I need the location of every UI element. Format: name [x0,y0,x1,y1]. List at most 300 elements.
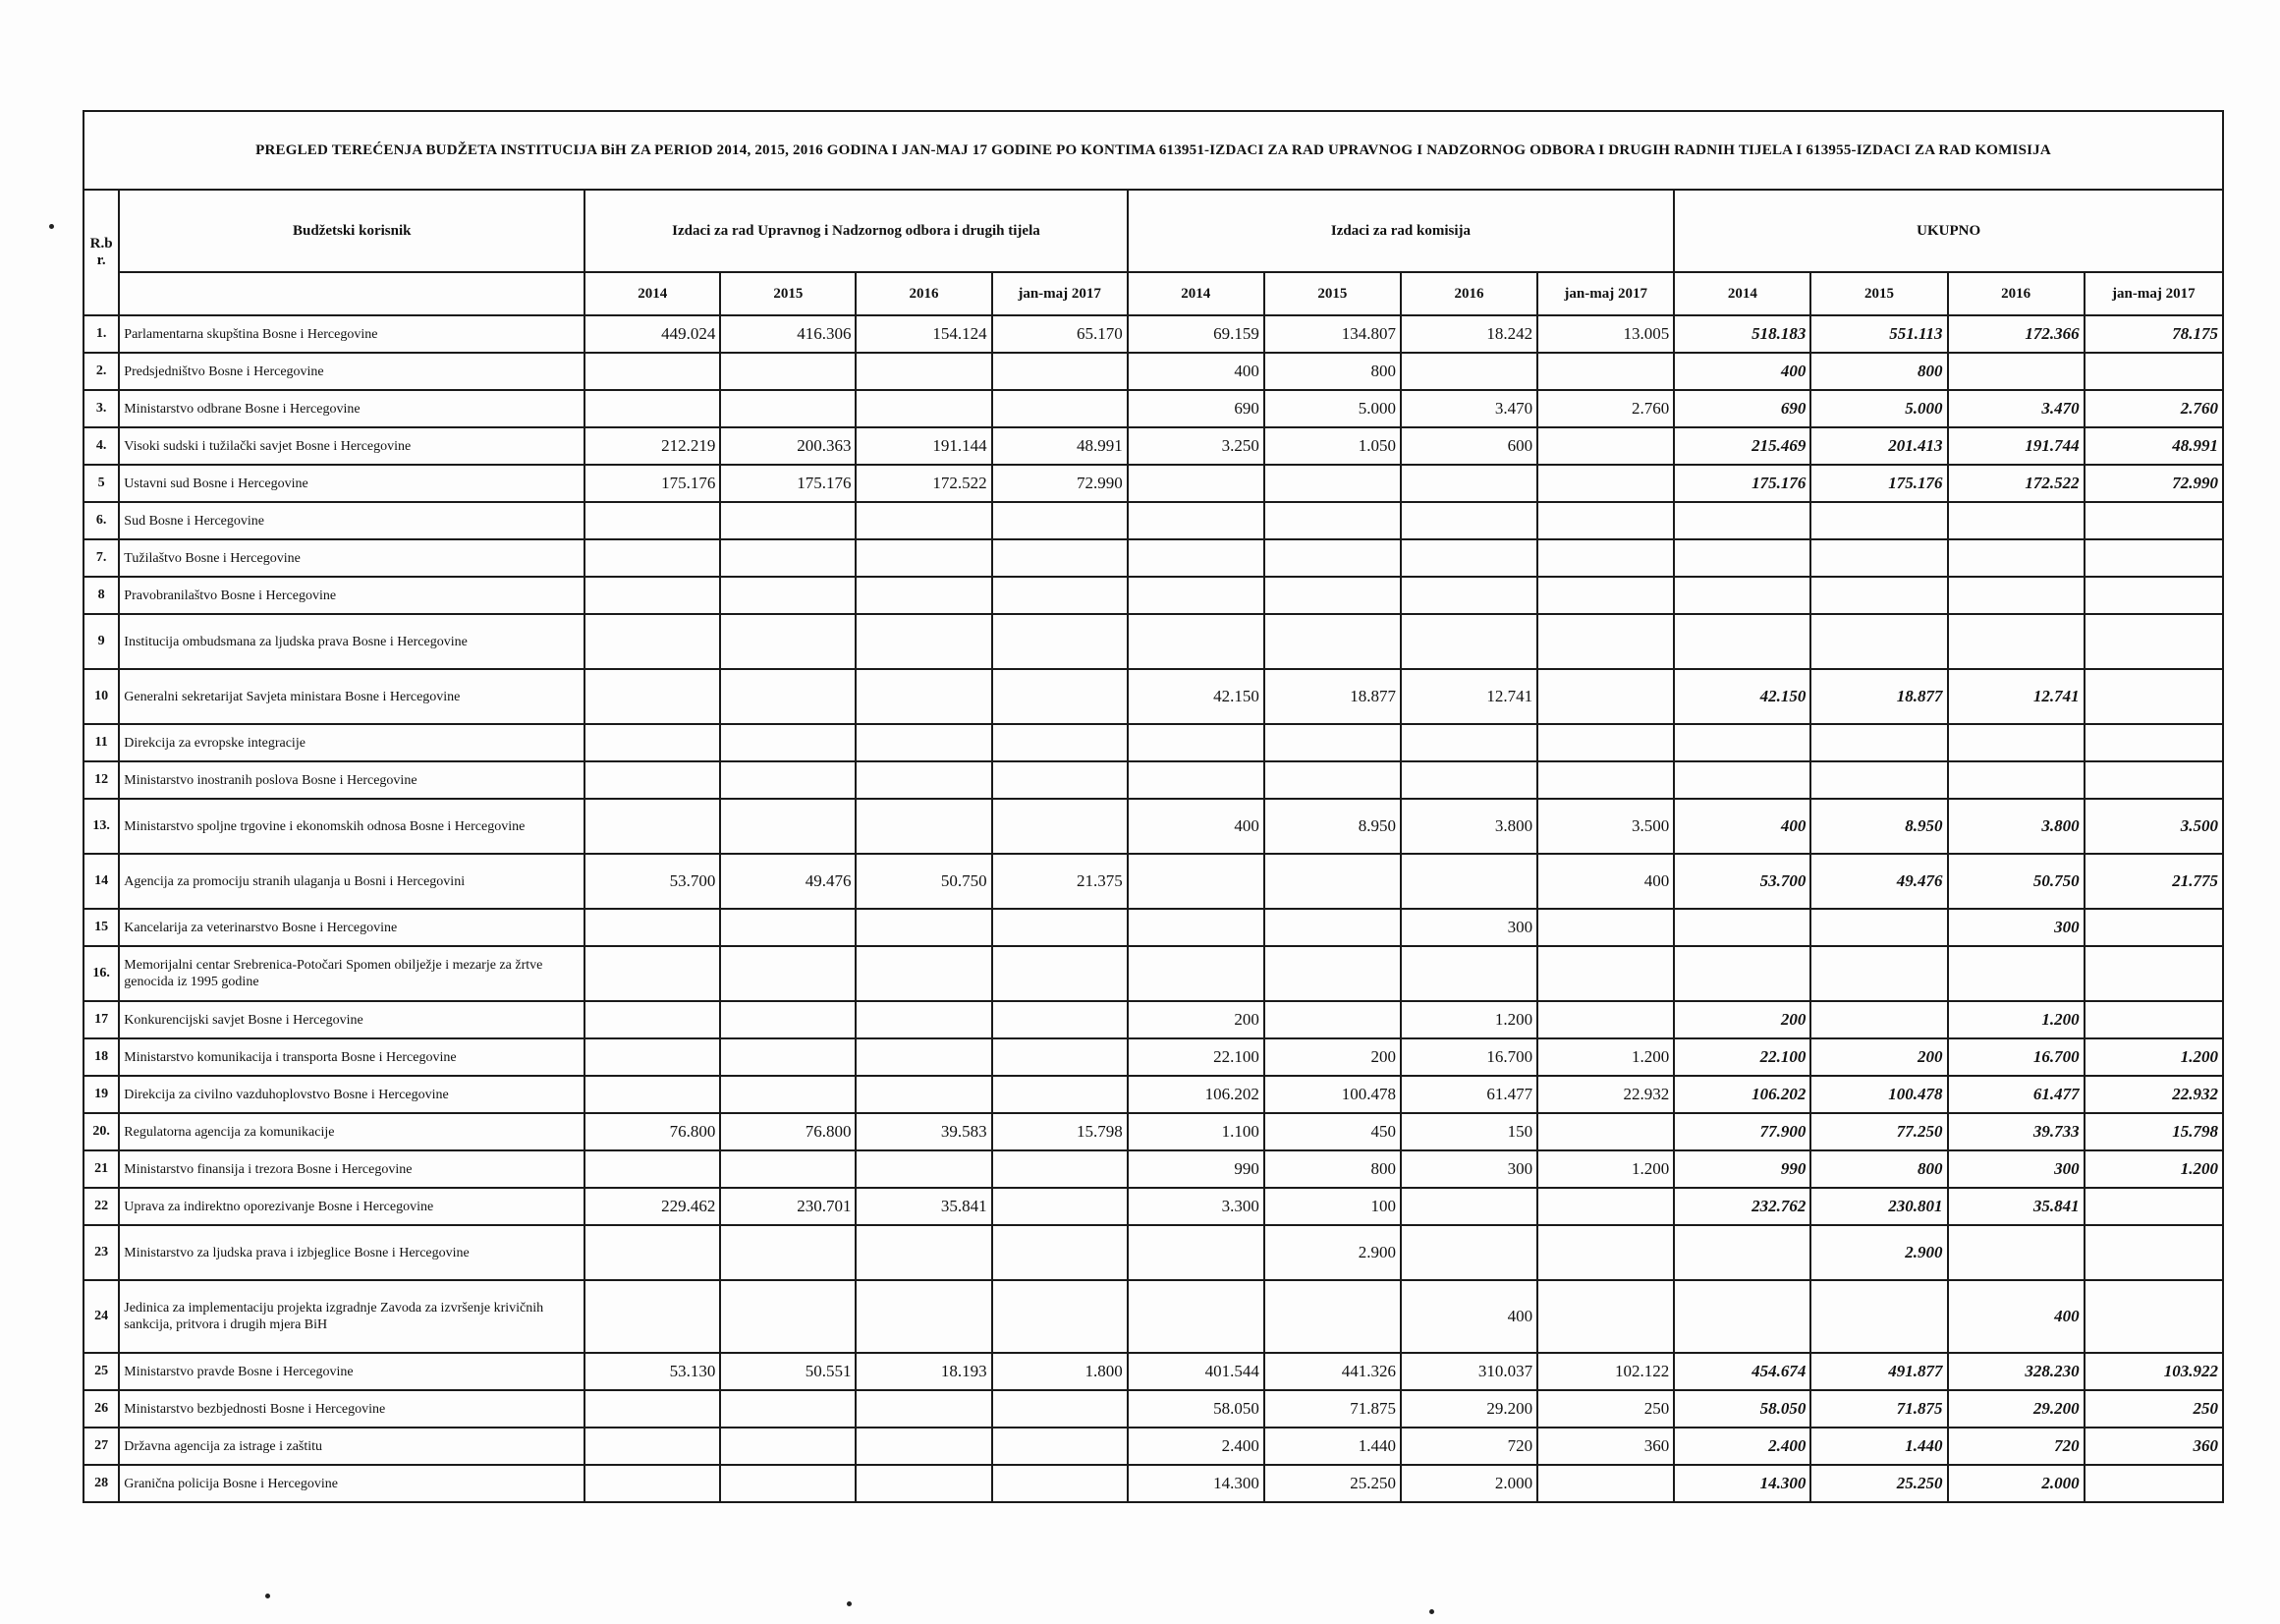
ukupno-value [1810,577,1947,614]
ukupno-value: 100.478 [1810,1076,1947,1113]
ukupno-value: 14.300 [1674,1465,1810,1502]
ukupno-value [1810,539,1947,577]
komisije-value: 310.037 [1401,1353,1537,1390]
komisije-value [1264,761,1401,799]
ukupno-value: 12.741 [1948,669,2085,724]
ukupno-value: 106.202 [1674,1076,1810,1113]
ukupno-value: 191.744 [1948,427,2085,465]
komisije-value: 71.875 [1264,1390,1401,1428]
komisije-value: 61.477 [1401,1076,1537,1113]
komisije-value [1128,946,1264,1001]
ukupno-value [1674,724,1810,761]
komisije-value: 2.400 [1128,1428,1264,1465]
ukupno-value: 1.200 [1948,1001,2085,1038]
upravni-odbor-value: 15.798 [992,1113,1128,1150]
upravni-odbor-value [856,1280,991,1353]
upravni-odbor-value [584,1150,720,1188]
komisije-value: 800 [1264,353,1401,390]
komisije-value: 106.202 [1128,1076,1264,1113]
ukupno-value [1810,1280,1947,1353]
ukupno-value: 990 [1674,1150,1810,1188]
upravni-odbor-value: 72.990 [992,465,1128,502]
table-row [83,1150,2223,1188]
komisije-value [1128,1225,1264,1280]
upravni-odbor-value: 18.193 [856,1353,991,1390]
upravni-odbor-value [584,724,720,761]
upravni-odbor-value [856,353,991,390]
ukupno-value [2085,669,2223,724]
table-row [83,1465,2223,1502]
komisije-value: 102.122 [1537,1353,1674,1390]
upravni-odbor-value: 175.176 [584,465,720,502]
budget-user-name: Kancelarija za veterinarstvo Bosne i Hercegovine [119,909,584,946]
komisije-value: 150 [1401,1113,1537,1150]
upravni-odbor-value: 212.219 [584,427,720,465]
ukupno-value [1674,539,1810,577]
ukupno-value: 77.250 [1810,1113,1947,1150]
komisije-value: 400 [1128,353,1264,390]
upravni-odbor-value [720,577,856,614]
budget-user-name: Direkcija za evropske integracije [119,724,584,761]
table-row [83,465,2223,502]
ukupno-value: 800 [1810,353,1947,390]
upravni-odbor-value [992,1390,1128,1428]
upravni-odbor-value [584,539,720,577]
komisije-value: 250 [1537,1390,1674,1428]
upravni-odbor-value [720,669,856,724]
ukupno-value [1674,1225,1810,1280]
ukupno-value: 328.230 [1948,1353,2085,1390]
ukupno-value: 172.366 [1948,315,2085,353]
upravni-odbor-value [856,539,991,577]
upravni-odbor-value [584,577,720,614]
ukupno-value [2085,761,2223,799]
komisije-value [1401,577,1537,614]
table-row [83,1390,2223,1428]
upravni-odbor-value [720,1225,856,1280]
ukupno-value: 172.522 [1948,465,2085,502]
upravni-odbor-value [856,761,991,799]
komisije-value: 3.300 [1128,1188,1264,1225]
komisije-value [1537,909,1674,946]
row-number: 26 [83,1390,119,1428]
komisije-value [1264,854,1401,909]
ukupno-value: 72.990 [2085,465,2223,502]
budget-user-name: Regulatorna agencija za komunikacije [119,1113,584,1150]
upravni-odbor-value: 229.462 [584,1188,720,1225]
budget-user-name: Konkurencijski savjet Bosne i Hercegovine [119,1001,584,1038]
table-row [83,1280,2223,1353]
ukupno-value: 690 [1674,390,1810,427]
upravni-odbor-value [856,1076,991,1113]
ukupno-value [1810,946,1947,1001]
table-row [83,539,2223,577]
komisije-value [1401,539,1537,577]
upravni-odbor-value [856,1001,991,1038]
ukupno-value: 48.991 [2085,427,2223,465]
table-row [83,1428,2223,1465]
group-komisije-header: Izdaci za rad komisija [1128,190,1675,272]
ukupno-value: 3.470 [1948,390,2085,427]
ukupno-value [1810,502,1947,539]
ukupno-value: 518.183 [1674,315,1810,353]
ukupno-value [1948,614,2085,669]
komisije-value [1264,577,1401,614]
komisije-value [1401,1225,1537,1280]
budget-user-name: Tužilaštvo Bosne i Hercegovine [119,539,584,577]
komisije-value [1537,1465,1674,1502]
komisije-value [1537,1188,1674,1225]
komisije-value: 18.242 [1401,315,1537,353]
ukupno-value [1948,502,2085,539]
komisije-value [1264,614,1401,669]
table-row [83,1113,2223,1150]
year-header: 2016 [1948,272,2085,315]
ukupno-value: 200 [1810,1038,1947,1076]
upravni-odbor-value: 449.024 [584,315,720,353]
table-row [83,909,2223,946]
upravni-odbor-value: 191.144 [856,427,991,465]
komisije-value [1537,577,1674,614]
upravni-odbor-value: 76.800 [584,1113,720,1150]
budget-user-name: Granična policija Bosne i Hercegovine [119,1465,584,1502]
ukupno-value: 1.200 [2085,1038,2223,1076]
komisije-value: 400 [1401,1280,1537,1353]
budget-user-name: Parlamentarna skupština Bosne i Hercegovine [119,315,584,353]
ukupno-value: 1.200 [2085,1150,2223,1188]
komisije-value [1128,761,1264,799]
row-number: 2. [83,353,119,390]
budget-user-name: Ministarstvo pravde Bosne i Hercegovine [119,1353,584,1390]
year-header: 2015 [1264,272,1401,315]
ukupno-value: 15.798 [2085,1113,2223,1150]
upravni-odbor-value: 50.551 [720,1353,856,1390]
upravni-odbor-value [720,539,856,577]
upravni-odbor-value [992,577,1128,614]
upravni-odbor-value [584,614,720,669]
komisije-value: 690 [1128,390,1264,427]
ukupno-value: 215.469 [1674,427,1810,465]
ukupno-value [1948,724,2085,761]
upravni-odbor-value [584,1280,720,1353]
ukupno-value [2085,539,2223,577]
upravni-odbor-value [720,909,856,946]
upravni-odbor-value [720,1150,856,1188]
komisije-value [1128,465,1264,502]
table-title: PREGLED TEREĆENJA BUDŽETA INSTITUCIJA BiH ZA PERIOD 2014, 2015, 2016 GODINA I JAN-MAJ 17 GODINE PO KONTIMA 613951-IZDACI ZA RAD UPRAVNOG I NADZORNOG ODBORA I DRUGIH RADNIH TIJELA I 613955-IZDACI ZA RAD KOMISIJA [83,111,2223,190]
table-row [83,669,2223,724]
upravni-odbor-value [992,761,1128,799]
upravni-odbor-value [856,909,991,946]
ukupno-value: 39.733 [1948,1113,2085,1150]
komisije-value: 14.300 [1128,1465,1264,1502]
upravni-odbor-value [992,390,1128,427]
ukupno-value: 300 [1948,1150,2085,1188]
upravni-odbor-value [720,946,856,1001]
komisije-value: 441.326 [1264,1353,1401,1390]
table-row [83,1038,2223,1076]
upravni-odbor-value [856,946,991,1001]
upravni-odbor-value: 154.124 [856,315,991,353]
komisije-value: 990 [1128,1150,1264,1188]
ukupno-value: 35.841 [1948,1188,2085,1225]
komisije-value: 300 [1401,909,1537,946]
komisije-value: 18.877 [1264,669,1401,724]
budget-user-name: Visoki sudski i tužilački savjet Bosne i Hercegovine [119,427,584,465]
ukupno-value [1948,946,2085,1001]
row-number: 20. [83,1113,119,1150]
komisije-value [1264,724,1401,761]
budget-user-name: Memorijalni centar Srebrenica-Potočari Spomen obilježje i mezarje za žrtve genocida iz 1995 godine [119,946,584,1001]
komisije-value: 360 [1537,1428,1674,1465]
ukupno-value [1948,353,2085,390]
upravni-odbor-value [992,1150,1128,1188]
budget-user-name: Ministarstvo za ljudska prava i izbjeglice Bosne i Hercegovine [119,1225,584,1280]
row-number: 16. [83,946,119,1001]
ukupno-value: 22.100 [1674,1038,1810,1076]
komisije-value [1537,669,1674,724]
komisije-value [1128,539,1264,577]
row-number: 18 [83,1038,119,1076]
komisije-value: 5.000 [1264,390,1401,427]
upravni-odbor-value [856,1465,991,1502]
upravni-odbor-value [584,390,720,427]
ukupno-value [2085,353,2223,390]
ukupno-value: 400 [1674,353,1810,390]
scan-speck [847,1601,852,1606]
upravni-odbor-value [856,799,991,854]
row-number: 7. [83,539,119,577]
upravni-odbor-value: 48.991 [992,427,1128,465]
upravni-odbor-value [720,1001,856,1038]
ukupno-value [1810,909,1947,946]
komisije-value: 300 [1401,1150,1537,1188]
budget-user-name: Jedinica za implementaciju projekta izgradnje Zavoda za izvršenje krivičnih sankcija, pritvora i drugih mjera BiH [119,1280,584,1353]
year-header: 2016 [856,272,991,315]
upravni-odbor-value: 76.800 [720,1113,856,1150]
upravni-odbor-value [992,1465,1128,1502]
ukupno-value: 200 [1674,1001,1810,1038]
komisije-value: 3.470 [1401,390,1537,427]
komisije-value [1401,854,1537,909]
komisije-value: 134.807 [1264,315,1401,353]
row-number: 8 [83,577,119,614]
table-row [83,799,2223,854]
table-row [83,1001,2223,1038]
ukupno-value: 50.750 [1948,854,2085,909]
upravni-odbor-value [720,1038,856,1076]
ukupno-value [1674,614,1810,669]
table-row [83,761,2223,799]
komisije-value: 400 [1537,854,1674,909]
ukupno-value: 42.150 [1674,669,1810,724]
upravni-odbor-value [992,909,1128,946]
row-number: 19 [83,1076,119,1113]
ukupno-value: 551.113 [1810,315,1947,353]
komisije-value [1264,539,1401,577]
rb-header: R.b r. [83,190,119,315]
ukupno-value: 2.400 [1674,1428,1810,1465]
ukupno-value: 2.900 [1810,1225,1947,1280]
year-header: 2015 [720,272,856,315]
komisije-value [1537,1113,1674,1150]
ukupno-value: 175.176 [1674,465,1810,502]
upravni-odbor-value [992,353,1128,390]
komisije-value [1537,427,1674,465]
row-number: 27 [83,1428,119,1465]
row-number: 21 [83,1150,119,1188]
user-subheader-blank [119,272,584,315]
komisije-value: 69.159 [1128,315,1264,353]
year-header: 2014 [584,272,720,315]
upravni-odbor-value [856,1390,991,1428]
ukupno-value [1674,909,1810,946]
table-row [83,854,2223,909]
upravni-odbor-value: 49.476 [720,854,856,909]
ukupno-value: 78.175 [2085,315,2223,353]
komisije-value [1537,353,1674,390]
ukupno-value [2085,946,2223,1001]
komisije-value [1537,502,1674,539]
komisije-value: 8.950 [1264,799,1401,854]
budget-user-name: Uprava za indirektno oporezivanje Bosne i Hercegovine [119,1188,584,1225]
scan-speck [265,1594,270,1598]
komisije-value: 800 [1264,1150,1401,1188]
ukupno-value [1810,614,1947,669]
komisije-value: 450 [1264,1113,1401,1150]
upravni-odbor-value [720,1076,856,1113]
ukupno-value: 230.801 [1810,1188,1947,1225]
komisije-value [1128,577,1264,614]
row-number: 25 [83,1353,119,1390]
ukupno-value: 77.900 [1674,1113,1810,1150]
upravni-odbor-value [856,724,991,761]
budget-user-name: Ustavni sud Bosne i Hercegovine [119,465,584,502]
ukupno-value [1810,724,1947,761]
ukupno-value: 201.413 [1810,427,1947,465]
komisije-value: 1.200 [1537,1038,1674,1076]
komisije-value: 29.200 [1401,1390,1537,1428]
budget-user-name: Ministarstvo finansija i trezora Bosne i Hercegovine [119,1150,584,1188]
komisije-value: 25.250 [1264,1465,1401,1502]
upravni-odbor-value [992,1001,1128,1038]
komisije-value [1537,539,1674,577]
table-row [83,1225,2223,1280]
upravni-odbor-value: 175.176 [720,465,856,502]
ukupno-value [1674,761,1810,799]
upravni-odbor-value [584,1465,720,1502]
upravni-odbor-value [720,353,856,390]
komisije-value [1401,724,1537,761]
row-number: 12 [83,761,119,799]
upravni-odbor-value: 39.583 [856,1113,991,1150]
ukupno-value: 3.500 [2085,799,2223,854]
komisije-value: 3.250 [1128,427,1264,465]
upravni-odbor-value [856,1428,991,1465]
ukupno-value: 5.000 [1810,390,1947,427]
komisije-value [1264,465,1401,502]
komisije-value [1401,465,1537,502]
komisije-value [1264,946,1401,1001]
ukupno-value: 400 [1948,1280,2085,1353]
ukupno-value: 360 [2085,1428,2223,1465]
group-ukupno-header: UKUPNO [1674,190,2223,272]
komisije-value [1537,946,1674,1001]
upravni-odbor-value [856,502,991,539]
upravni-odbor-value: 65.170 [992,315,1128,353]
komisije-value [1128,854,1264,909]
ukupno-value [2085,909,2223,946]
ukupno-value: 71.875 [1810,1390,1947,1428]
row-number: 3. [83,390,119,427]
ukupno-value [2085,614,2223,669]
upravni-odbor-value [584,799,720,854]
komisije-value: 22.932 [1537,1076,1674,1113]
komisije-value [1401,614,1537,669]
ukupno-value [1674,1280,1810,1353]
ukupno-value: 1.440 [1810,1428,1947,1465]
ukupno-value [1948,761,2085,799]
upravni-odbor-value [584,353,720,390]
upravni-odbor-value [856,614,991,669]
komisije-value [1401,502,1537,539]
ukupno-value: 25.250 [1810,1465,1947,1502]
row-number: 23 [83,1225,119,1280]
komisije-value: 1.050 [1264,427,1401,465]
komisije-value [1128,724,1264,761]
upravni-odbor-value [584,502,720,539]
komisije-value: 3.800 [1401,799,1537,854]
ukupno-value: 103.922 [2085,1353,2223,1390]
komisije-value: 400 [1128,799,1264,854]
ukupno-value: 16.700 [1948,1038,2085,1076]
table-row [83,1353,2223,1390]
year-header: 2014 [1128,272,1264,315]
upravni-odbor-value [720,502,856,539]
row-number: 4. [83,427,119,465]
row-number: 15 [83,909,119,946]
year-header: 2014 [1674,272,1810,315]
ukupno-value: 800 [1810,1150,1947,1188]
budget-user-name: Ministarstvo odbrane Bosne i Hercegovine [119,390,584,427]
komisije-value [1128,614,1264,669]
upravni-odbor-value [584,1428,720,1465]
ukupno-value [1810,1001,1947,1038]
upravni-odbor-value [720,1465,856,1502]
komisije-value [1401,353,1537,390]
upravni-odbor-value [584,1076,720,1113]
ukupno-value [2085,1465,2223,1502]
budget-user-name: Generalni sekretarijat Savjeta ministara Bosne i Hercegovine [119,669,584,724]
komisije-value: 1.200 [1401,1001,1537,1038]
upravni-odbor-value [720,761,856,799]
ukupno-value: 2.000 [1948,1465,2085,1502]
komisije-value [1537,465,1674,502]
upravni-odbor-value [856,669,991,724]
row-number: 24 [83,1280,119,1353]
ukupno-value: 232.762 [1674,1188,1810,1225]
komisije-value: 720 [1401,1428,1537,1465]
table-row [83,502,2223,539]
komisije-value [1264,1280,1401,1353]
ukupno-value [2085,724,2223,761]
budget-user-name: Ministarstvo spoljne trgovine i ekonomskih odnosa Bosne i Hercegovine [119,799,584,854]
komisije-value: 1.100 [1128,1113,1264,1150]
komisije-value [1537,1001,1674,1038]
group-upravni-header: Izdaci za rad Upravnog i Nadzornog odbora i drugih tijela [584,190,1128,272]
budget-user-name: Državna agencija za istrage i zaštitu [119,1428,584,1465]
ukupno-value: 175.176 [1810,465,1947,502]
